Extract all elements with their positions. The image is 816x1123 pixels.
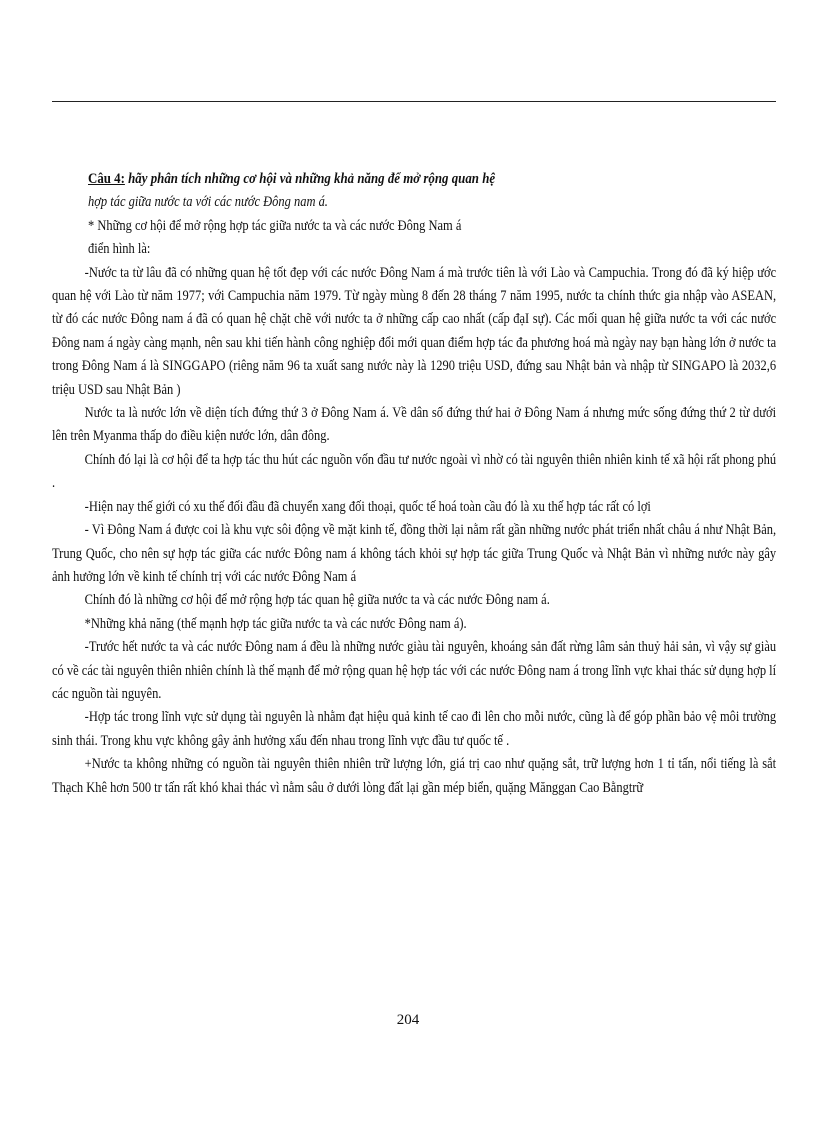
paragraph: -Trước hết nước ta và các nước Đông nam á đều là những nước giàu tài nguyên, khoáng sản đất rừng lâm sản thuỷ hải sản, vì vậy sự giàu có về các tài nguyên thiên nhiên chính là thế mạnh để mở rộng quan hệ hợp tác với các nước Đông nam á trong lĩnh vực khai thác sử dụng hợp lí các nguồn tài nguyên. bbox=[52, 639, 777, 702]
paragraph: -Nước ta từ lâu đã có những quan hệ tốt đẹp với các nước Đông Nam á mà trước tiên là với Lào và Campuchia. Trong đó đã ký hiệp ước quan hệ với Lào từ năm 1977; với Campuchia năm 1979. Từ ngày mùng 8 đến 28 tháng 7 năm 1995, nước ta chính thức gia nhập vào ASEAN, từ đó các nước Đông nam á đã có quan hệ chặt chẽ với nước ta ở những cấp cao nhất (cấp đạI sự). Các mối quan hệ giữa nước ta với các nước Đông nam á ngày càng mạnh, nên sau khi tiến hành công nghiệp đổi mới quan điểm hợp tác đa phương hoá mà ngày nay bạn hàng lớn ở nước ta trong Đông Nam á là SINGGAPO (riêng năm 96 ta xuất sang nước này là 1290 triệu USD, đứng sau Nhật bản và nhập từ SINGAPO là 2032,6 triệu USD sau Nhật Bản ) bbox=[52, 264, 777, 398]
paragraph: điển hình là: bbox=[88, 241, 151, 258]
paragraph: Chính đó lại là cơ hội để ta hợp tác thu hút các nguồn vốn đầu tư nước ngoài vì nhờ có tài nguyên thiên nhiên kinh tế xã hội rất phong phú . bbox=[52, 451, 777, 492]
question-heading bbox=[88, 168, 812, 191]
question-title: hãy phân tích những cơ hội và những khả năng để mở rộng quan hệ bbox=[124, 171, 496, 187]
paragraph: Chính đó là những cơ hội để mở rộng hợp tác quan hệ giữa nước ta và các nước Đông nam á. bbox=[84, 592, 550, 609]
paragraph: Nước ta là nước lớn về diện tích đứng thứ 3 ở Đông Nam á. Về dân số đứng thứ hai ở Đông Nam á nhưng mức sống đứng thứ 2 từ dưới lên trên Myanma thấp do điều kiện nước lớn, dân đông. bbox=[52, 405, 777, 445]
paragraph: +Nước ta không những có nguồn tài nguyên thiên nhiên trữ lượng lớn, giá trị cao như quặng sắt, trữ lượng hơn 1 tỉ tấn, nổi tiếng là sắt Thạch Khê hơn 500 tr tấn rất khó khai thác vì nằm sâu ở dưới lòng đất lại gần mép biển, quặng Mănggan Cao Bằngtrữ bbox=[52, 756, 777, 796]
question-label: Câu 4: bbox=[88, 171, 125, 187]
paragraph: -Hợp tác trong lĩnh vực sử dụng tài nguyên là nhằm đạt hiệu quả kinh tế cao đi lên cho mỗi nước, cũng là để góp phần bảo vệ môi trường sinh thái. Trong khu vực không gây ảnh hưởng xấu đến nhau trong lĩnh vực đầu tư quốc tế . bbox=[52, 709, 777, 749]
question-subtitle: hợp tác giữa nước ta với các nước Đông nam á. bbox=[88, 194, 328, 211]
paragraph: -Hiện nay thế giới có xu thế đối đầu đã chuyển xang đối thoại, quốc tế hoá toàn cầu đó là xu thế hợp tác rất có lợi bbox=[84, 498, 651, 515]
page-number: 204 bbox=[396, 1012, 420, 1028]
paragraph: *Những khả năng (thế mạnh hợp tác giữa nước ta và các nước Đông nam á). bbox=[84, 615, 467, 632]
paragraph: - Vì Đông Nam á được coi là khu vực sôi động về mặt kinh tế, đồng thời lại nằm rất gần những nước phát triển nhất châu á như Nhật Bản, Trung Quốc, cho nên sự hợp tác giữa các nước Đông nam á không tách khỏi sự hợp tác giữa Trung Quốc và Nhật Bản vì những nước này gây ảnh hưởng lớn về kinh tế chính trị với các nước Đông Nam á bbox=[52, 522, 777, 585]
document-body bbox=[52, 168, 776, 800]
paragraph: * Những cơ hội để mở rộng hợp tác giữa nước ta và các nước Đông Nam á bbox=[88, 217, 462, 234]
header-rule bbox=[52, 101, 776, 102]
